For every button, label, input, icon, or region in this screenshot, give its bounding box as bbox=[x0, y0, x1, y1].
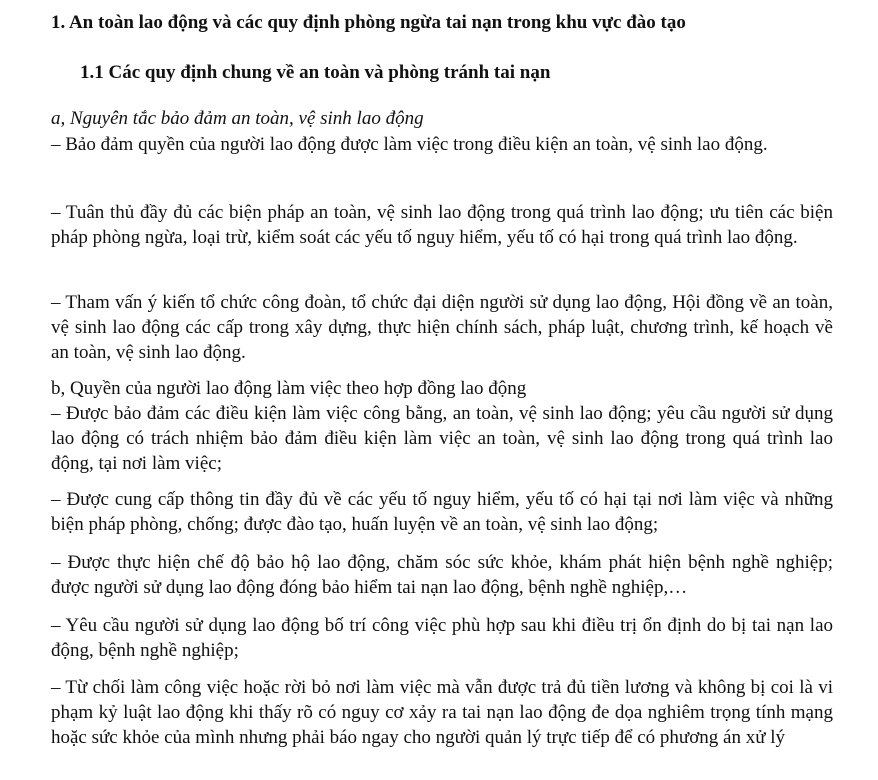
section-b-title: b, Quyền của người lao động làm việc theo hợp đồng lao động bbox=[51, 378, 527, 399]
section-b-item-1: – Được bảo đảm các điều kiện làm việc công bằng, an toàn, vệ sinh lao động; yêu cầu người sử dụng lao động có trách nhiệm bảo đảm điều kiện làm việc an toàn, vệ sinh lao động trong quá trình lao động, tại nơi làm việc; bbox=[51, 403, 833, 474]
section-b-item-2: – Được cung cấp thông tin đầy đủ về các yếu tố nguy hiểm, yếu tố có hại tại nơi làm việc và những biện pháp phòng, chống; được đào tạo, huấn luyện về an toàn, vệ sinh lao động; bbox=[51, 489, 833, 535]
section-a-item-3: – Tham vấn ý kiến tổ chức công đoàn, tổ chức đại diện người sử dụng lao động, Hội đồng về an toàn, vệ sinh lao động các cấp trong xây dựng, thực hiện chính sách, pháp luật, chương trình, kế hoạch về an toàn, vệ sinh lao động. bbox=[51, 292, 833, 363]
section-b-item-5: – Từ chối làm công việc hoặc rời bỏ nơi làm việc mà vẫn được trả đủ tiền lương và không bị coi là vi phạm kỷ luật lao động khi thấy rõ có nguy cơ xảy ra tai nạn lao động đe dọa nghiêm trọng tính mạng hoặc sức khỏe của mình nhưng phải báo ngay cho người quản lý trực tiếp để có phương án xử lý bbox=[51, 677, 833, 748]
section-a-title: a, Nguyên tắc bảo đảm an toàn, vệ sinh lao động bbox=[51, 108, 424, 129]
section-a-item-1: – Bảo đảm quyền của người lao động được làm việc trong điều kiện an toàn, vệ sinh lao động. bbox=[51, 134, 768, 155]
section-b-item-3: – Được thực hiện chế độ bảo hộ lao động, chăm sóc sức khỏe, khám phát hiện bệnh nghề nghiệp; được người sử dụng lao động đóng bảo hiểm tai nạn lao động, bệnh nghề nghiệp,… bbox=[51, 552, 833, 598]
heading-1: 1. An toàn lao động và các quy định phòng ngừa tai nạn trong khu vực đào tạo bbox=[51, 12, 686, 33]
section-a-item-2: – Tuân thủ đầy đủ các biện pháp an toàn, vệ sinh lao động trong quá trình lao động; ưu tiên các biện pháp phòng ngừa, loại trừ, kiểm soát các yếu tố nguy hiểm, yếu tố có hại trong quá trình lao động. bbox=[51, 202, 833, 248]
heading-1-1: 1.1 Các quy định chung về an toàn và phòng tránh tai nạn bbox=[80, 62, 551, 83]
section-b-item-4: – Yêu cầu người sử dụng lao động bố trí công việc phù hợp sau khi điều trị ổn định do bị tai nạn lao động, bệnh nghề nghiệp; bbox=[51, 615, 833, 661]
